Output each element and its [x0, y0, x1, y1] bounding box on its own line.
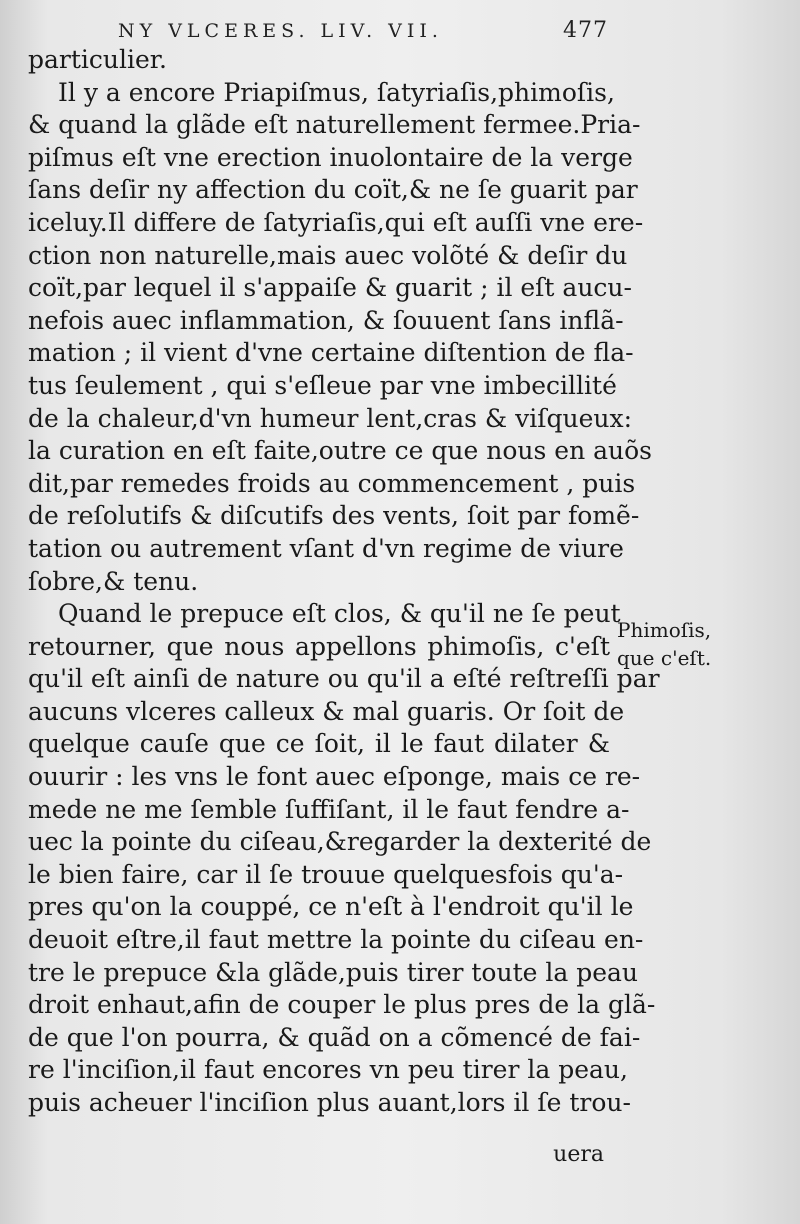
- text-line: de la chaleur,d'vn humeur lent,cras & viſqueux:: [28, 403, 633, 433]
- text-line: ction non naturelle,mais auec volõté & deſir du: [28, 240, 628, 270]
- catchword: uera: [553, 1142, 604, 1167]
- text-line: re l'inciſion,il faut encores vn peu tirer la peau,: [28, 1055, 628, 1085]
- text-line: Il y a encore Priapiſmus, ſatyriaſis,phimoſis,: [58, 77, 615, 107]
- text-line: aucuns vlceres calleux & mal guaris. Or ſoit de: [28, 696, 625, 726]
- text-line: puis acheuer l'inciſion plus auant,lors il ſe trou-: [28, 1088, 631, 1117]
- text-line: coït,par lequel il s'appaiſe & guarit ; il eſt aucu-: [28, 273, 632, 303]
- text-line: quelque cauſe que ce ſoit, il le faut dilater &: [28, 729, 610, 759]
- text-line: retourner, que nous appellons phimoſis, c'eſt: [28, 631, 610, 661]
- text-line: le bien faire, car il ſe trouue quelquesfois qu'a-: [28, 859, 624, 889]
- text-line: tus ſeulement , qui s'eſleue par vne imbecillité: [28, 370, 617, 400]
- running-title: NY VLCERES. LIV. VII.: [118, 20, 443, 42]
- text-line: ouurir : les vns le font auec eſponge, mais ce re-: [28, 762, 641, 792]
- text-line: la curation en eſt faite,outre ce que nous en auõs: [28, 436, 653, 466]
- text-line: qu'il eſt ainſi de nature ou qu'il a eſté reſtreſſi par: [28, 664, 660, 694]
- text-line: ſobre,& tenu.: [28, 566, 199, 596]
- text-line: mation ; il vient d'vne certaine diſtention de fla-: [28, 338, 634, 368]
- text-line: Quand le prepuce eſt clos, & qu'il ne ſe peut: [58, 599, 621, 629]
- margin-note: [617, 616, 797, 672]
- margin-note-line: Phimoſis,: [617, 618, 712, 642]
- margin-note-line: que c'eſt.: [617, 646, 712, 670]
- page-number: 477: [563, 18, 608, 43]
- text-line: tation ou autrement vſant d'vn regime de viure: [28, 533, 624, 563]
- text-line: ſans deſir ny affection du coït,& ne ſe guarit par: [28, 175, 638, 205]
- text-line: piſmus eſt vne erection inuolontaire de la verge: [28, 142, 633, 172]
- text-line: uec la pointe du ciſeau,&regarder la dexterité de: [28, 827, 652, 857]
- text-line: dit,par remedes froids au commencement , puis: [28, 468, 636, 498]
- text-line: particulier.: [28, 45, 167, 74]
- text-line: mede ne me ſemble ſuffiſant, il le faut fendre a-: [28, 794, 630, 824]
- text-body: [28, 44, 660, 1120]
- text-line: iceluy.Il differe de ſatyriaſis,qui eſt auſſi vne ere-: [28, 207, 644, 237]
- text-line: & quand la glãde eſt naturellement fermee.Pria-: [28, 110, 641, 140]
- text-line: nefois auec inflammation, & ſouuent ſans inflã-: [28, 305, 624, 335]
- text-line: tre le prepuce &la glãde,puis tirer toute la peau: [28, 957, 639, 987]
- text-line: de reſolutifs & diſcutifs des vents, ſoit par fomẽ-: [28, 501, 640, 531]
- text-line: droit enhaut,afin de couper le plus pres de la glã-: [28, 990, 656, 1020]
- text-line: pres qu'on la couppé, ce n'eſt à l'endroit qu'il le: [28, 892, 634, 922]
- text-line: de que l'on pourra, & quãd on a cõmencé de fai-: [28, 1022, 641, 1052]
- text-line: deuoit eſtre,il faut mettre la pointe du ciſeau en-: [28, 925, 644, 955]
